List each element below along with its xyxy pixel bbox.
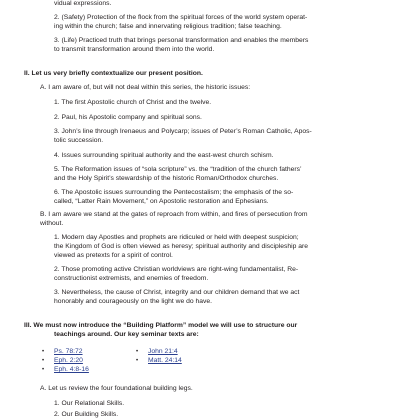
- reproach-item-3: 3. Nevertheless, the cause of Christ, integrity and our children demand that we act: [54, 289, 300, 296]
- text-ref-link[interactable]: Eph. 4:8-16: [54, 366, 89, 373]
- item-1-continuation: vidual expressions.: [54, 0, 112, 7]
- bullet-icon: •: [42, 358, 45, 364]
- leg-item-1: 1. Our Relational Skills.: [54, 400, 125, 407]
- history-item-1: 1. The first Apostolic church of Christ and the twelve.: [54, 99, 212, 106]
- leg-item-2: 2. Our Building Skills.: [54, 411, 119, 418]
- history-item-6: 6. The Apostolic issues surrounding the Pentecostalism; the emphasis of the so-: [54, 189, 294, 196]
- history-item-3-cont: tolic succession.: [54, 137, 104, 144]
- reproach-item-1: 1. Modern day Apostles and prophets are ridiculed or held with deepest suspicion;: [54, 234, 299, 241]
- history-item-5-cont: and the Holy Spirit’s stewardship of the historic Roman/Orthodox churches.: [54, 175, 279, 182]
- reproach-item-2-cont: constructionist extremists, and enemies of freedom.: [54, 275, 209, 282]
- reproach-item-1-cont-2: viewed as pretexts for a spirit of control.: [54, 252, 173, 259]
- bullet-icon: •: [136, 349, 139, 355]
- section-ii-b-line-2: without.: [40, 220, 64, 227]
- section-iii-heading-line-2: teachings around. Our key seminar texts are:: [54, 331, 199, 338]
- section-ii-heading: II. Let us very briefly contextualize our present position.: [24, 70, 203, 77]
- bullet-icon: •: [136, 358, 139, 364]
- history-item-4: 4. Issues surrounding spiritual authority and the east-west church schism.: [54, 152, 274, 159]
- reproach-item-2: 2. Those promoting active Christian worldviews are right-wing fundamentalist, Re-: [54, 266, 299, 273]
- bullet-icon: •: [42, 349, 45, 355]
- item-2-line-2: ing within the church; false and innervating religious tradition; false teaching.: [54, 23, 282, 30]
- item-3-line-1: 3. (Life) Practiced truth that brings personal transformation and enables the members: [54, 37, 309, 44]
- history-item-2: 2. Paul, his Apostolic company and spiritual sons.: [54, 114, 202, 121]
- text-ref-link[interactable]: Ps. 78:72: [54, 348, 83, 355]
- history-item-6-cont: called, “Latter Rain Movement,” on Apostolic restoration and Ephesians.: [54, 198, 269, 205]
- text-ref-link[interactable]: John 21:4: [148, 348, 178, 355]
- reproach-item-1-cont-1: the Kingdom of God is often viewed as heresy; spiritual authority and discipleship are: [54, 243, 309, 250]
- history-item-3: 3. John’s line through Irenaeus and Polycarp; issues of Peter’s Roman Catholic, Apos-: [54, 128, 312, 135]
- item-2-line-1: 2. (Safety) Protection of the flock from the spiritual forces of the world system operat-: [54, 14, 308, 21]
- text-ref-link[interactable]: Matt. 24:14: [148, 357, 182, 364]
- bullet-icon: •: [42, 367, 45, 373]
- reproach-item-3-cont: honorably and courageously on the light we do have.: [54, 298, 212, 305]
- section-iii-heading-line-1: III. We must now introduce the “Building Platform” model we will use to structure our: [24, 322, 298, 329]
- item-3-line-2: to transmit transformation around them into the world.: [54, 46, 215, 53]
- history-item-5: 5. The Reformation issues of “sola scripture” vs. the “tradition of the church fathers’: [54, 166, 302, 173]
- section-ii-b-line-1: B. I am aware we stand at the gates of reproach from within, and fires of persecution from: [40, 211, 308, 218]
- section-iii-a-line: A. Let us review the four foundational building legs.: [40, 385, 193, 392]
- section-ii-a-line: A. I am aware of, but will not deal within this series, the historic issues:: [40, 84, 251, 91]
- text-ref-link[interactable]: Eph. 2:20: [54, 357, 83, 364]
